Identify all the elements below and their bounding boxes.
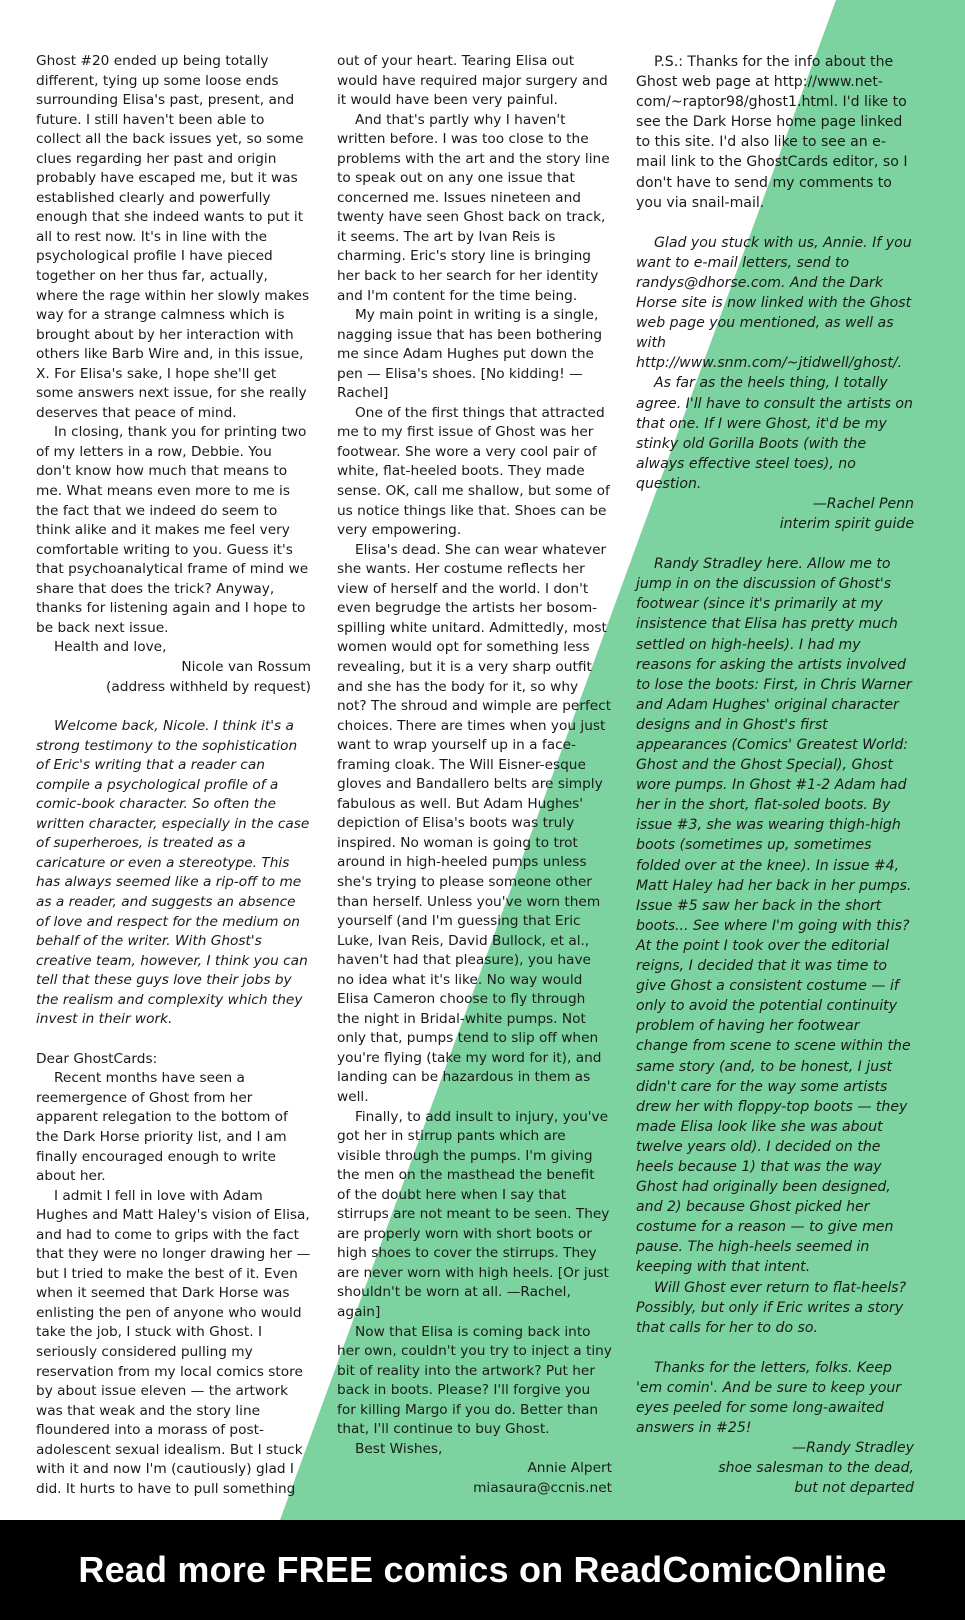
editor-signature-title: but not departed — [794, 1480, 914, 1497]
editor-reply: Welcome back, Nicole. I think it's a strong testimony to the sophistication of Eric's writing that a reader can compile a psychological profile of a comic-book character. So often the written character, especially in the case of superheroes, is treated as a caricature or even a stereotype. This has always seemed like a rip-off to me as a reader, and suggests an absence of love and respect for the medium on behalf of the writer. With Ghost's creative team, however, I think you can tell that these guys love their jobs by the realism and complexity which they invest in their work. — [36, 718, 310, 1028]
editor-signature-name: —Rachel Penn — [812, 495, 914, 512]
letter-paragraph: One of the first things that attracted me to my first issue of Ghost was her footwear. She wore a very cool pair of white, flat-heeled boots. They made sense. OK, call me shallow, but some of us notice things like that. Shoes can be very empowering. — [337, 404, 610, 539]
letter-closing: Health and love, — [54, 639, 167, 656]
letter-signature-note: (address withheld by request) — [106, 678, 311, 695]
letter-signature-email: miasaura@ccnis.net — [473, 1479, 612, 1496]
letter-paragraph: Elisa's dead. She can wear whatever she wants. Her costume reflects her view of herself and the world. I don't even begrudge the artists her bosom-spilling white unitard. Admittedly, most women would opt for something less revealing, but it is a very sharp outfit and she has the body for it, so why not? The shroud and wimple are perfect choices. There are times when you just want to wrap yourself up in a face-framing cloak. The Will Eisner-esque gloves and Bandallero belts are simply fabulous as well. But Adam Hughes' depiction of Elisa's boots was truly inspired. No woman is going to trot around in high-heeled pumps unless she's trying to please someone other than herself. Unless you've worn them yourself (and I'm guessing that Eric Luke, Ivan Reis, David Bullock, et al., haven't had that pleasure), you have no idea what it's like. No way would Elisa Cameron choose to fly through the night in Bridal-white pumps. Not only that, pumps tend to slip off when you're flying (take my word for it), and landing can be hazardous in them as well. — [337, 541, 612, 1105]
editor-signature-name: —Randy Stradley — [792, 1440, 914, 1457]
letter-paragraph: I admit I fell in love with Adam Hughes and Matt Haley's vision of Elisa, and had to come to grips with the fact that they were no longer drawing her — but I tried to make the best of it. Even when it seemed that Dark Horse was enlisting the pen of anyone who would take the job, I stuck with Ghost. I seriously considered pulling my reservation from my local comics store by about issue eleven — the artwork was that weak and the story line floundered into a morass of post-adolescent sexual idealism. But I stuck with it and now I'm (cautiously) glad I did. It hurts to have to pull something — [36, 1187, 311, 1497]
letter-paragraph: Ghost #20 ended up being totally different, tying up some loose ends surrounding Elisa's past, present, and future. I still haven't been able to collect all the back issues yet, so some clues regarding her past and origin probably have escaped me, but it was established clearly and powerfully enough that she indeed wants to put it all to rest now. It's in line with the psychological profile I have pieced together on her thus far, actually, where the rage within her slowly makes way for a strange calmness which is brought about by her interaction with others like Barb Wire and, in this issue, X. For Elisa's sake, I hope she'll get some answers next issue, for she really deserves that peace of mind. — [36, 53, 310, 421]
read-more-link[interactable]: Read more FREE comics on ReadComicOnline — [78, 1549, 887, 1590]
letters-column-1 — [36, 52, 311, 1499]
promo-footer — [0, 1520, 965, 1620]
editor-reply: Glad you stuck with us, Annie. If you want to e-mail letters, send to randys@dhorse.com. And the Dark Horse site is now linked with the Ghost web page you mentioned, as well as with http://www.snm.com/~jtidwell/ghost/. — [636, 234, 912, 372]
editor-reply: Randy Stradley here. Allow me to jump in on the discussion of Ghost's footwear (since it's primarily at my insistence that Elisa has pretty much settled on high-heels). I had my reasons for asking the artists involved to lose the boots: First, in Chris Warner and Adam Hughes' original character designs and in Ghost's first appearances (Comics' Greatest World: Ghost and the Ghost Special), Ghost wore pumps. In Ghost #1-2 Adam had her in the short, flat-soled boots. By issue #3, she was wearing thigh-high boots (sometimes up, sometimes folded over at the knee). In issue #4, Matt Haley had her back in her pumps. Issue #5 saw her back in the short boots... See where I'm going with this? At the point I took over the editorial reigns, I decided that it was time to give Ghost a consistent costume — if only to avoid the potential continuity problem of having her footwear change from scene to scene within the same story (and, to be honest, I just didn't care for the way some artists drew her with floppy-top boots — they made Elisa look like she was about twelve years old). I decided on the heels because 1) that was the way Ghost had originally been designed, and 2) because Ghost picked her costume for a reason — to give men pause. The high-heels seemed in keeping with that intent. — [636, 556, 912, 1276]
letter-closing: Best Wishes, — [355, 1440, 443, 1457]
letter-paragraph: Now that Elisa is coming back into her own, couldn't you try to inject a tiny bit of reality into the artwork? Put her back in boots. Please? I'll forgive you for killing Margo if you do. Better than that, I'll continue to buy Ghost. — [337, 1323, 612, 1438]
editor-reply: Will Ghost ever return to flat-heels? Possibly, but only if Eric writes a story that calls for her to do so. — [636, 1279, 907, 1336]
editor-signature-title: shoe salesman to the dead, — [718, 1460, 914, 1477]
letter-postscript: P.S.: Thanks for the info about the Ghost web page at http://www.net-com/~raptor98/ghost1.html. I'd like to see the Dark Horse home page linked to this site. I'd also like to see an e-mail link to the GhostCards editor, so I don't have to send my comments to you via snail-mail. — [636, 54, 908, 211]
letter-paragraph: Finally, to add insult to injury, you've got her in stirrup pants which are visible through the pumps. I'm giving the men on the masthead the benefit of the doubt here when I say that stirrups are not meant to be seen. They are properly worn with short boots or high shoes to cover the stirrups. They are never worn with high heels. [Or just shouldn't be worn at all. —Rachel, again] — [337, 1108, 610, 1320]
letter-paragraph: out of your heart. Tearing Elisa out would have required major surgery and it would have been very painful. — [337, 53, 608, 109]
letters-column-3 — [636, 52, 914, 1498]
letter-paragraph: My main point in writing is a single, nagging issue that has been bothering me since Adam Hughes put down the pen — Elisa's shoes. [No kidding! —Rachel] — [337, 307, 603, 402]
editor-signature-title: interim spirit guide — [779, 516, 914, 533]
letter-paragraph: And that's partly why I haven't written before. I was too close to the problems with the art and the story line to speak out on any one issue that concerned me. Issues nineteen and twenty have seen Ghost back on track, it seems. The art by Ivan Reis is charming. Eric's story line is bringing her back to her search for her identity and I'm content for the time being. — [337, 111, 610, 304]
editor-reply: As far as the heels thing, I totally agree. I'll have to consult the artists on that one. If I were Ghost, it'd be my stinky old Gorilla Boots (with the always effective steel toes), no question. — [636, 375, 913, 492]
letter-signature-name: Nicole van Rossum — [181, 658, 311, 675]
letters-column-2 — [337, 52, 612, 1498]
letter-salutation: Dear GhostCards: — [36, 1050, 158, 1067]
letter-paragraph: In closing, thank you for printing two of my letters in a row, Debbie. You don't know how much that means to me. What means even more to me is the fact that we indeed do seem to think alike and it makes me feel very comfortable writing to you. Guess it's that psychoanalytical frame of mind we share that does the trick? Anyway, thanks for listening again and I hope to be back next issue. — [36, 424, 309, 636]
letter-paragraph: Recent months have seen a reemergence of Ghost from her apparent relegation to the bottom of the Dark Horse priority list, and I am finally encouraged enough to write about her. — [36, 1070, 288, 1185]
editor-reply: Thanks for the letters, folks. Keep 'em comin'. And be sure to keep your eyes peeled for some long-awaited answers in #25! — [636, 1359, 902, 1437]
letter-signature-name: Annie Alpert — [527, 1460, 612, 1477]
